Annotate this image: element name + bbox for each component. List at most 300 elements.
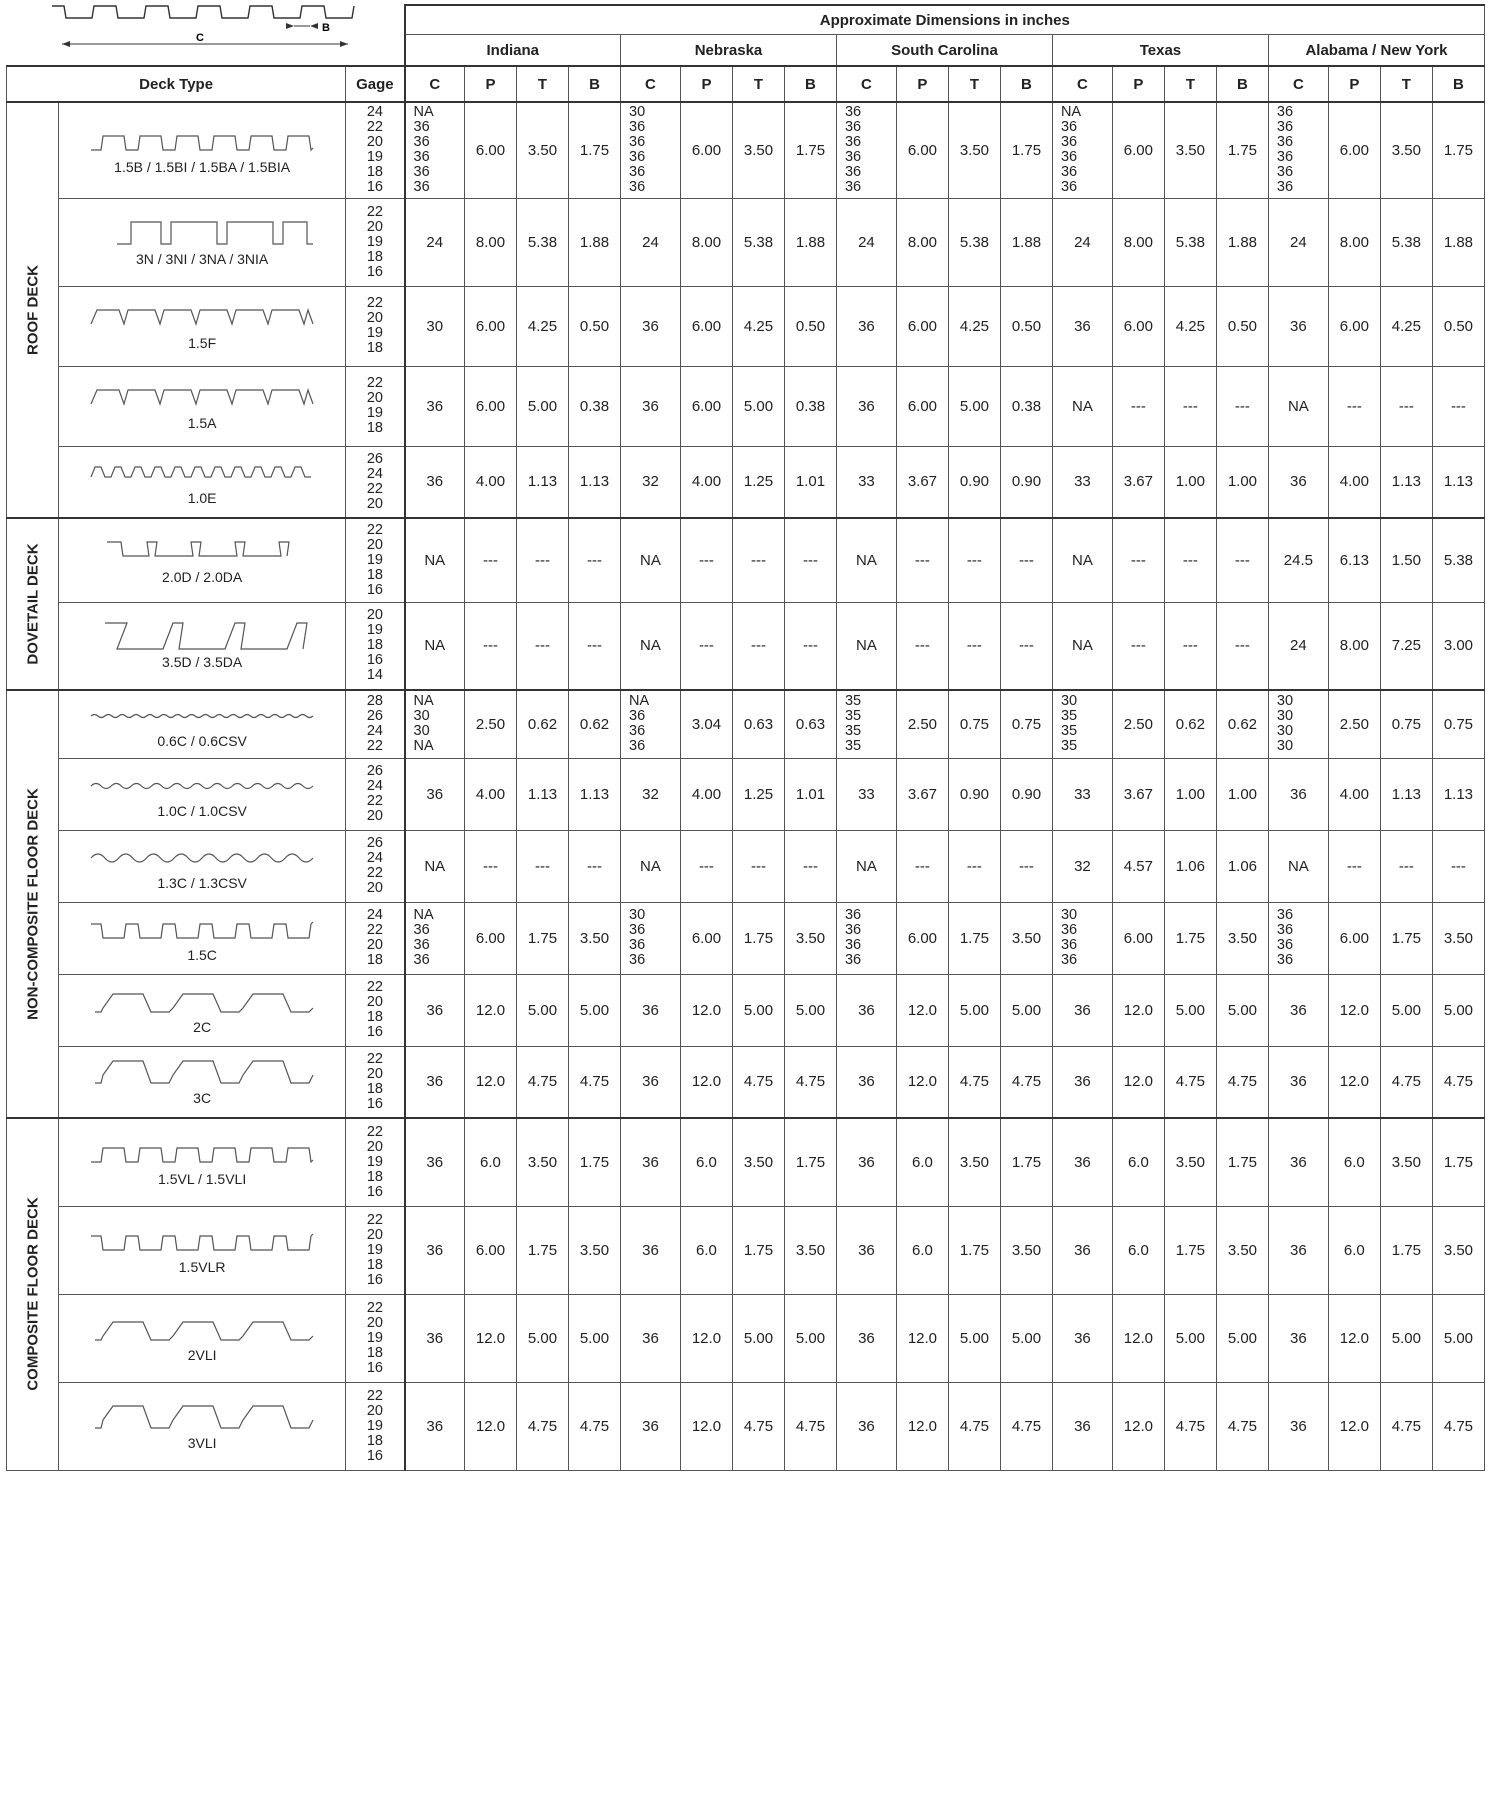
gage-cell: 28 26 24 22 — [346, 690, 405, 758]
dimension-cell: 6.00 — [1328, 286, 1380, 366]
dimension-cell: 4.75 — [1216, 1382, 1268, 1470]
dimension-cell: 5.00 — [948, 974, 1000, 1046]
dimension-cell: 36 — [621, 1294, 681, 1382]
dimension-cell: --- — [1432, 830, 1484, 902]
dimension-cell: 1.13 — [1432, 446, 1484, 518]
dim-header: T — [1380, 66, 1432, 102]
gage-cell: 26 24 22 20 — [346, 758, 405, 830]
dimension-cell: 6.00 — [464, 102, 516, 198]
dimension-cell: 6.00 — [1328, 102, 1380, 198]
dimension-cell: 0.38 — [569, 366, 621, 446]
dimension-cell: 4.25 — [732, 286, 784, 366]
dimension-cell: 12.0 — [1328, 974, 1380, 1046]
dimension-cell: 5.00 — [1216, 1294, 1268, 1382]
table-row — [7, 758, 1485, 830]
dim-header: T — [1164, 66, 1216, 102]
dimension-cell: --- — [1216, 366, 1268, 446]
dim-header: C — [1268, 66, 1328, 102]
deck-type-cell — [59, 974, 346, 1046]
legend-c-label: C — [196, 32, 204, 44]
dimension-cell: 1.75 — [784, 102, 836, 198]
dimension-cell: 2.50 — [464, 690, 516, 758]
dimension-cell: --- — [896, 830, 948, 902]
dimension-cell: 4.75 — [1000, 1382, 1052, 1470]
category-label: NON-COMPOSITE FLOOR DECK — [24, 788, 41, 1020]
dimension-cell: --- — [1432, 366, 1484, 446]
dimension-cell: 8.00 — [896, 198, 948, 286]
dimension-cell: 3.50 — [1000, 902, 1052, 974]
dimension-cell: 3.67 — [1112, 758, 1164, 830]
dimension-cell: 3.50 — [732, 1118, 784, 1206]
deck-type-name: 2VLI — [187, 1346, 217, 1363]
dimension-cell: 6.00 — [680, 286, 732, 366]
deck-type-cell — [59, 102, 346, 198]
dimension-cell: --- — [1216, 602, 1268, 690]
dimension-cell: 1.13 — [516, 446, 568, 518]
dimension-cell: 6.00 — [464, 286, 516, 366]
dimension-cell: 36 — [1268, 1382, 1328, 1470]
dimension-cell: 3.50 — [569, 1206, 621, 1294]
dimension-cell: 4.57 — [1112, 830, 1164, 902]
dimension-cell: 0.38 — [784, 366, 836, 446]
deck-profile-icon — [87, 302, 317, 332]
deck-profile-icon — [87, 457, 317, 487]
dimension-cell: 12.0 — [896, 1046, 948, 1118]
category-cell — [7, 102, 59, 518]
dimension-cell: 0.62 — [569, 690, 621, 758]
dimension-cell: 5.00 — [1000, 974, 1052, 1046]
dimension-cell: 36 — [405, 446, 465, 518]
dimension-cell: 5.00 — [1432, 1294, 1484, 1382]
dimension-cell: 3.00 — [1432, 602, 1484, 690]
legend-spacer — [7, 5, 405, 35]
deck-profile-icon — [87, 1402, 317, 1432]
dimension-cell: 12.0 — [1328, 1046, 1380, 1118]
dimension-cell: NA — [405, 518, 465, 602]
deck-profile-icon — [87, 126, 317, 156]
dimension-cell: 3.50 — [1216, 902, 1268, 974]
dimension-cell: 33 — [1052, 446, 1112, 518]
dimension-cell: 6.00 — [680, 902, 732, 974]
table-row — [7, 830, 1485, 902]
dimension-cell: --- — [1380, 830, 1432, 902]
dimension-cell: 0.90 — [948, 446, 1000, 518]
dimension-cell: 30 36 36 36 — [621, 902, 681, 974]
dimension-cell: NA — [621, 602, 681, 690]
table-row — [7, 446, 1485, 518]
dimension-cell: 0.75 — [1000, 690, 1052, 758]
deck-profile-icon — [87, 1057, 317, 1087]
dimension-cell: 36 — [405, 974, 465, 1046]
dimension-cell: 30 — [405, 286, 465, 366]
dimension-cell: 33 — [836, 758, 896, 830]
deck-profile-icon — [87, 914, 317, 944]
dimension-cell: 8.00 — [1112, 198, 1164, 286]
dimension-cell: 1.25 — [732, 758, 784, 830]
dimension-cell: NA 36 36 36 — [621, 690, 681, 758]
gage-cell: 24 22 20 19 18 16 — [346, 102, 405, 198]
dimension-cell: 1.75 — [1164, 902, 1216, 974]
deck-type-name: 3N / 3NI / 3NA / 3NIA — [135, 250, 269, 267]
dimension-cell: --- — [1164, 366, 1216, 446]
dimension-cell: 1.06 — [1216, 830, 1268, 902]
dimension-cell: 24 — [1268, 198, 1328, 286]
dimension-cell: NA 30 30 NA — [405, 690, 465, 758]
deck-profile-icon — [87, 700, 317, 730]
dimension-cell: 5.00 — [569, 974, 621, 1046]
dimension-cell: 24 — [1268, 602, 1328, 690]
dimension-cell: 3.50 — [1000, 1206, 1052, 1294]
dimension-cell: 35 35 35 35 — [836, 690, 896, 758]
dimension-cell: 0.62 — [516, 690, 568, 758]
dimension-cell: 36 36 36 36 — [1268, 902, 1328, 974]
dimension-cell: 36 — [621, 1046, 681, 1118]
deck-type-cell — [59, 1382, 346, 1470]
dim-header: B — [1000, 66, 1052, 102]
deck-profile-icon — [87, 842, 317, 872]
deck-type-name: 3C — [193, 1090, 212, 1107]
state-header: Nebraska — [621, 35, 837, 67]
dimension-cell: 1.75 — [1380, 902, 1432, 974]
dimension-cell: 5.00 — [784, 974, 836, 1046]
dimension-cell: NA 36 36 36 36 36 — [405, 102, 465, 198]
gage-cell: 22 20 19 18 16 — [346, 1206, 405, 1294]
dimension-cell: 5.00 — [1164, 974, 1216, 1046]
dimension-cell: 4.75 — [948, 1046, 1000, 1118]
dim-header: B — [569, 66, 621, 102]
dimension-cell: 5.00 — [1000, 1294, 1052, 1382]
state-header: Indiana — [405, 35, 621, 67]
state-header: Alabama / New York — [1268, 35, 1484, 67]
table-row — [7, 198, 1485, 286]
dimension-cell: 36 36 36 36 36 36 — [836, 102, 896, 198]
dimension-cell: 3.04 — [680, 690, 732, 758]
dimension-cell: NA — [1052, 602, 1112, 690]
dimension-cell: NA — [1268, 830, 1328, 902]
dimension-cell: 4.25 — [1380, 286, 1432, 366]
dimension-cell: 6.00 — [1112, 286, 1164, 366]
dim-header: C — [1052, 66, 1112, 102]
dimension-cell: 0.38 — [1000, 366, 1052, 446]
dimension-cell: 36 — [405, 1118, 465, 1206]
dimension-cell: 6.0 — [896, 1206, 948, 1294]
dimension-cell: 30 30 30 30 — [1268, 690, 1328, 758]
dimension-cell: 1.75 — [516, 1206, 568, 1294]
dimension-cell: --- — [569, 602, 621, 690]
dimension-cell: 0.50 — [784, 286, 836, 366]
table-row — [7, 1294, 1485, 1382]
deck-profile-icon — [87, 621, 317, 651]
table-row — [7, 602, 1485, 690]
deck-type-cell — [59, 902, 346, 974]
dimension-cell: --- — [1112, 518, 1164, 602]
dimension-cell: 0.63 — [732, 690, 784, 758]
dimension-cell: 36 — [405, 758, 465, 830]
dimension-cell: 12.0 — [896, 974, 948, 1046]
dimension-cell: NA — [1052, 366, 1112, 446]
dimension-cell: 33 — [836, 446, 896, 518]
dimension-cell: 1.13 — [569, 758, 621, 830]
dimension-cell: 2.50 — [896, 690, 948, 758]
category-cell — [7, 1118, 59, 1470]
dimension-cell: --- — [784, 830, 836, 902]
category-label: COMPOSITE FLOOR DECK — [24, 1197, 41, 1391]
dimension-cell: 4.75 — [569, 1046, 621, 1118]
dimension-cell: 0.75 — [1380, 690, 1432, 758]
dimension-cell: 2.50 — [1328, 690, 1380, 758]
dimension-cell: 3.50 — [1380, 1118, 1432, 1206]
dim-header: P — [680, 66, 732, 102]
legend-spacer — [7, 35, 405, 67]
dimension-cell: 3.50 — [948, 102, 1000, 198]
dim-header: B — [1432, 66, 1484, 102]
dimension-cell: 5.00 — [732, 1294, 784, 1382]
dimension-cell: 1.00 — [1164, 446, 1216, 518]
dimension-cell: --- — [948, 518, 1000, 602]
dimension-cell: 1.88 — [569, 198, 621, 286]
dimension-cell: 12.0 — [1112, 974, 1164, 1046]
dimension-cell: 0.75 — [948, 690, 1000, 758]
dimension-cell: 6.0 — [464, 1118, 516, 1206]
deck-type-cell — [59, 690, 346, 758]
dimension-cell: 5.00 — [516, 1294, 568, 1382]
dimension-cell: 1.88 — [1216, 198, 1268, 286]
dimension-cell: 3.50 — [516, 102, 568, 198]
dimension-cell: 6.0 — [680, 1118, 732, 1206]
dimension-cell: 12.0 — [464, 1382, 516, 1470]
dimension-cell: 36 — [1268, 446, 1328, 518]
dimension-cell: 4.75 — [784, 1382, 836, 1470]
table-row — [7, 366, 1485, 446]
dimension-cell: 36 — [621, 1206, 681, 1294]
dim-header: P — [896, 66, 948, 102]
dimension-cell: 36 — [405, 1046, 465, 1118]
dim-header: P — [1328, 66, 1380, 102]
dimension-cell: 36 — [836, 1046, 896, 1118]
deck-type-name: 2C — [193, 1018, 212, 1035]
dimension-cell: 5.00 — [569, 1294, 621, 1382]
dimension-cell: 5.38 — [1380, 198, 1432, 286]
dimension-cell: 2.50 — [1112, 690, 1164, 758]
dimension-cell: 4.75 — [569, 1382, 621, 1470]
dimension-cell: 3.50 — [1164, 102, 1216, 198]
deck-type-name: 1.5C — [187, 946, 217, 963]
dimension-cell: --- — [1112, 602, 1164, 690]
dimension-cell: --- — [948, 602, 1000, 690]
dimension-cell: 1.88 — [1432, 198, 1484, 286]
dimension-cell: 5.38 — [732, 198, 784, 286]
dimension-cell: --- — [680, 830, 732, 902]
dimension-cell: 5.38 — [1164, 198, 1216, 286]
dimension-cell: 6.00 — [464, 366, 516, 446]
dimension-cell: --- — [1164, 518, 1216, 602]
dimension-cell: --- — [896, 518, 948, 602]
deck-type-cell — [59, 1294, 346, 1382]
dimension-cell: 12.0 — [680, 974, 732, 1046]
dimension-cell: 4.75 — [1164, 1382, 1216, 1470]
gage-cell: 22 20 19 18 16 — [346, 198, 405, 286]
dimension-cell: --- — [1216, 518, 1268, 602]
dimension-cell: --- — [464, 830, 516, 902]
dim-header: P — [1112, 66, 1164, 102]
dimension-cell: --- — [569, 518, 621, 602]
gage-cell: 22 20 19 18 16 — [346, 1118, 405, 1206]
dimension-cell: 36 — [1052, 1294, 1112, 1382]
deck-dimensions-table — [6, 4, 1485, 1471]
dimension-cell: --- — [1112, 366, 1164, 446]
table-title: Approximate Dimensions in inches — [405, 5, 1485, 35]
dimension-cell: 3.67 — [1112, 446, 1164, 518]
dimension-cell: 1.00 — [1216, 758, 1268, 830]
dimension-cell: 1.75 — [1164, 1206, 1216, 1294]
dimension-cell: NA — [836, 830, 896, 902]
gage-cell: 26 24 22 20 — [346, 446, 405, 518]
dimension-cell: 1.01 — [784, 446, 836, 518]
dimension-cell: 0.50 — [569, 286, 621, 366]
dimension-cell: 36 — [1052, 1118, 1112, 1206]
dimension-cell: 36 — [1268, 1206, 1328, 1294]
dimension-cell: 5.38 — [516, 198, 568, 286]
dimension-cell: 1.13 — [1380, 446, 1432, 518]
dimension-cell: 12.0 — [1112, 1382, 1164, 1470]
dimension-cell: --- — [1328, 366, 1380, 446]
deck-type-cell — [59, 446, 346, 518]
dim-header: T — [948, 66, 1000, 102]
dimension-cell: 6.13 — [1328, 518, 1380, 602]
dimension-cell: 0.90 — [1000, 758, 1052, 830]
deck-type-name: 1.0E — [187, 490, 217, 507]
dimension-cell: 36 — [1268, 758, 1328, 830]
dimension-cell: 30 36 36 36 36 36 — [621, 102, 681, 198]
dimension-cell: 5.00 — [1216, 974, 1268, 1046]
deck-type-name: 3VLI — [187, 1434, 217, 1451]
dimension-cell: 36 — [405, 1206, 465, 1294]
dimension-cell: 4.75 — [1380, 1046, 1432, 1118]
gage-cell: 26 24 22 20 — [346, 830, 405, 902]
dimension-cell: 3.50 — [1432, 902, 1484, 974]
dimension-cell: --- — [1000, 602, 1052, 690]
deck-type-cell — [59, 198, 346, 286]
dimension-cell: 5.00 — [732, 974, 784, 1046]
dimension-cell: 5.00 — [516, 974, 568, 1046]
deck-type-cell — [59, 830, 346, 902]
dim-header: C — [405, 66, 465, 102]
dimension-cell: 30 35 35 35 — [1052, 690, 1112, 758]
dimension-cell: 6.00 — [680, 102, 732, 198]
deck-type-name: 1.3C / 1.3CSV — [157, 874, 247, 891]
dimension-cell: --- — [680, 518, 732, 602]
dimension-cell: 12.0 — [1328, 1382, 1380, 1470]
dimension-cell: NA — [621, 518, 681, 602]
dimension-cell: 36 — [621, 1382, 681, 1470]
dimension-cell: 5.38 — [1432, 518, 1484, 602]
dimension-cell: 12.0 — [680, 1382, 732, 1470]
dimension-cell: 1.13 — [1380, 758, 1432, 830]
deck-type-cell — [59, 602, 346, 690]
deck-profile-icon — [87, 218, 317, 248]
dimension-cell: 12.0 — [464, 1046, 516, 1118]
category-label: DOVETAIL DECK — [24, 543, 41, 665]
deck-type-name: 1.5A — [187, 414, 217, 431]
dimension-cell: 5.00 — [1432, 974, 1484, 1046]
dimension-cell: 1.06 — [1164, 830, 1216, 902]
dimension-cell: 36 — [621, 286, 681, 366]
dimension-cell: 5.00 — [1164, 1294, 1216, 1382]
dimension-cell: 24 — [836, 198, 896, 286]
dimension-cell: 1.00 — [1216, 446, 1268, 518]
dimension-cell: 36 — [1052, 974, 1112, 1046]
gage-cell: 22 20 18 16 — [346, 974, 405, 1046]
dimension-cell: 3.67 — [896, 758, 948, 830]
dimension-cell: 12.0 — [1112, 1046, 1164, 1118]
dimension-cell: --- — [732, 518, 784, 602]
category-cell — [7, 690, 59, 1118]
dimension-cell: 24 — [405, 198, 465, 286]
dimension-cell: 4.75 — [948, 1382, 1000, 1470]
dimension-cell: 36 36 36 36 36 36 — [1268, 102, 1328, 198]
dimension-cell: 4.25 — [948, 286, 1000, 366]
dimension-cell: --- — [516, 602, 568, 690]
dimension-cell: 12.0 — [680, 1046, 732, 1118]
dimension-cell: NA — [836, 518, 896, 602]
dimension-cell: --- — [1328, 830, 1380, 902]
gage-cell: 22 20 19 18 16 — [346, 518, 405, 602]
dimension-cell: 4.00 — [464, 446, 516, 518]
dimension-cell: NA — [836, 602, 896, 690]
dimension-cell: 6.00 — [1328, 902, 1380, 974]
dimension-cell: 6.00 — [896, 902, 948, 974]
dimension-cell: 1.88 — [784, 198, 836, 286]
dimension-cell: 4.75 — [1432, 1046, 1484, 1118]
dimension-cell: 36 — [621, 366, 681, 446]
dimension-cell: 4.00 — [1328, 446, 1380, 518]
dimension-cell: 36 — [836, 1294, 896, 1382]
dimension-cell: 4.75 — [1380, 1382, 1432, 1470]
dimension-cell: NA — [405, 602, 465, 690]
dimension-cell: 4.25 — [1164, 286, 1216, 366]
dimension-cell: --- — [784, 518, 836, 602]
dimension-cell: 8.00 — [680, 198, 732, 286]
dimension-cell: 6.00 — [464, 1206, 516, 1294]
dimension-cell: NA 36 36 36 36 36 — [1052, 102, 1112, 198]
gage-cell: 24 22 20 18 — [346, 902, 405, 974]
dimension-cell: 12.0 — [680, 1294, 732, 1382]
dimension-cell: --- — [680, 602, 732, 690]
dimension-cell: 5.00 — [1380, 1294, 1432, 1382]
dimension-cell: 12.0 — [1328, 1294, 1380, 1382]
dimension-cell: NA — [1052, 518, 1112, 602]
dimension-cell: --- — [464, 602, 516, 690]
dimension-cell: 6.00 — [464, 902, 516, 974]
table-row — [7, 102, 1485, 198]
gage-cell: 22 20 19 18 — [346, 286, 405, 366]
dimension-cell: 36 — [836, 1382, 896, 1470]
dimension-cell: --- — [516, 518, 568, 602]
deck-type-cell — [59, 518, 346, 602]
table-row — [7, 902, 1485, 974]
dimension-cell: --- — [516, 830, 568, 902]
dimension-cell: 36 — [836, 1206, 896, 1294]
dimension-cell: 32 — [621, 446, 681, 518]
deck-profile-icon — [87, 382, 317, 412]
dimension-cell: 12.0 — [896, 1382, 948, 1470]
table-row — [7, 974, 1485, 1046]
dimension-cell: 3.50 — [784, 902, 836, 974]
dimension-cell: 5.38 — [948, 198, 1000, 286]
dim-header: P — [464, 66, 516, 102]
dimension-cell: 0.62 — [1216, 690, 1268, 758]
gage-cell: 20 19 18 16 14 — [346, 602, 405, 690]
